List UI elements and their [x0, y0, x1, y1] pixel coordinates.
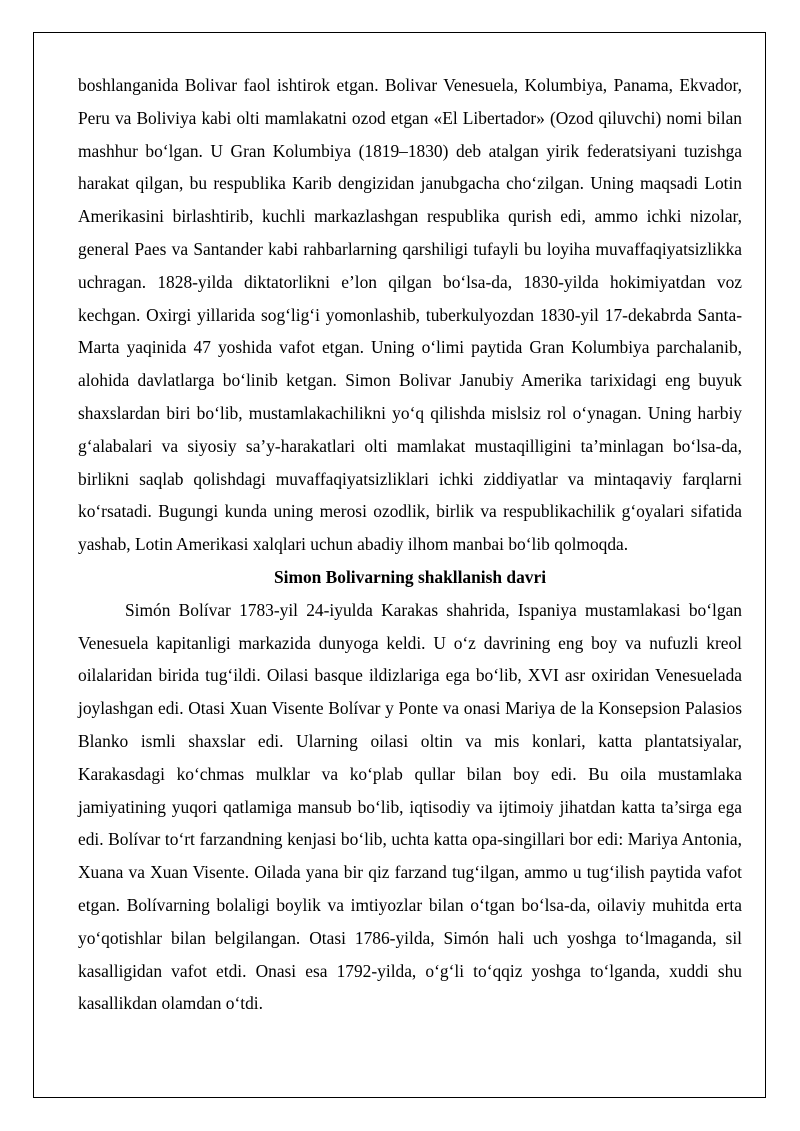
document-body: [78, 69, 742, 1020]
body-paragraph-2: Simón Bolívar 1783-yil 24-iyulda Karakas shahrida, Ispaniya mustamlakasi bo‘lgan Venesuela kapitanligi markazida dunyoga keldi. U o‘z davrining eng boy va nufuzli kreol oilalaridan birida tug‘ildi. Oilasi basque ildizlariga ega bo‘lib, XVI asr oxiridan Venesuelada joylashgan edi. Otasi Xuan Visente Bolívar y Ponte va onasi Mariya de la Konsepsion Palasios Blanko ismli shaxslar edi. Ularning oilasi oltin va mis konlari, katta plantatsiyalar, Karakasdagi ko‘chmas mulklar va ko‘plab qullar bilan boy edi. Bu oila mustamlaka jamiyatining yuqori qatlamiga mansub bo‘lib, iqtisodiy va ijtimoiy jihatdan katta ta’sirga ega edi. Bolívar to‘rt farzandning kenjasi bo‘lib, uchta katta opa-singillari bor edi: Mariya Antonia, Xuana va Xuan Visente. Oilada yana bir qiz farzand tug‘ilgan, ammo u tug‘ilish paytida vafot etgan. Bolívarning bolaligi boylik va imtiyozlar bilan o‘tgan bo‘lsa-da, oilaviy muhitda erta yo‘qotishlar bilan belgilangan. Otasi 1786-yilda, Simón hali uch yoshga to‘lmaganda, sil kasalligidan vafot etdi. Onasi esa 1792-yilda, o‘g‘li to‘qqiz yoshga to‘lganda, xuddi shu kasallikdan olamdan o‘tdi.: [78, 599, 742, 1014]
section-heading: Simon Bolivarning shakllanish davri: [273, 566, 547, 587]
body-paragraph-1: boshlanganida Bolivar faol ishtirok etgan. Bolivar Venesuela, Kolumbiya, Panama, Ekvador, Peru va Boliviya kabi olti mamlakatni ozod etgan «El Libertador» (Ozod qiluvchi) nomi bilan mashhur bo‘lgan. U Gran Kolumbiya (1819–1830) deb atalgan yirik federatsiyani tuzishga harakat qilgan, bu respublika Karib dengizidan janubgacha cho‘zilgan. Uning maqsadi Lotin Amerikasini birlashtirib, kuchli markazlashgan respublika qurish edi, ammo ichki nizolar, general Paes va Santander kabi rahbarlarning qarshiligi tufayli bu loyiha muvaffaqiyatsizlikka uchragan. 1828-yilda diktatorlikni e’lon qilgan bo‘lsa-da, 1830-yilda hokimiyatdan voz kechgan. Oxirgi yillarida sog‘lig‘i yomonlashib, tuberkulyozdan 1830-yil 17-dekabrda Santa-Marta yaqinida 47 yoshida vafot etgan. Uning o‘limi paytida Gran Kolumbiya parchalanib, alohida davlatlarga bo‘linib ketgan. Simon Bolivar Janubiy Amerika tarixidagi eng buyuk shaxslardan biri bo‘lib, mustamlakachilikni yo‘q qilishda mislsiz rol o‘ynagan. Uning harbiy g‘alabalari va siyosiy sa’y-harakatlari olti mamlakat mustaqilligini ta’minlagan bo‘lsa-da, birlikni saqlab qolishdagi muvaffaqiyatsizliklari ichki ziddiyatlar va mintaqaviy farqlarni ko‘rsatadi. Bugungi kunda uning merosi ozodlik, birlik va respublikachilik g‘oyalari sifatida yashab, Lotin Amerikasi xalqlari uchun abadiy ilhom manbai bo‘lib qolmoqda.: [78, 75, 742, 555]
